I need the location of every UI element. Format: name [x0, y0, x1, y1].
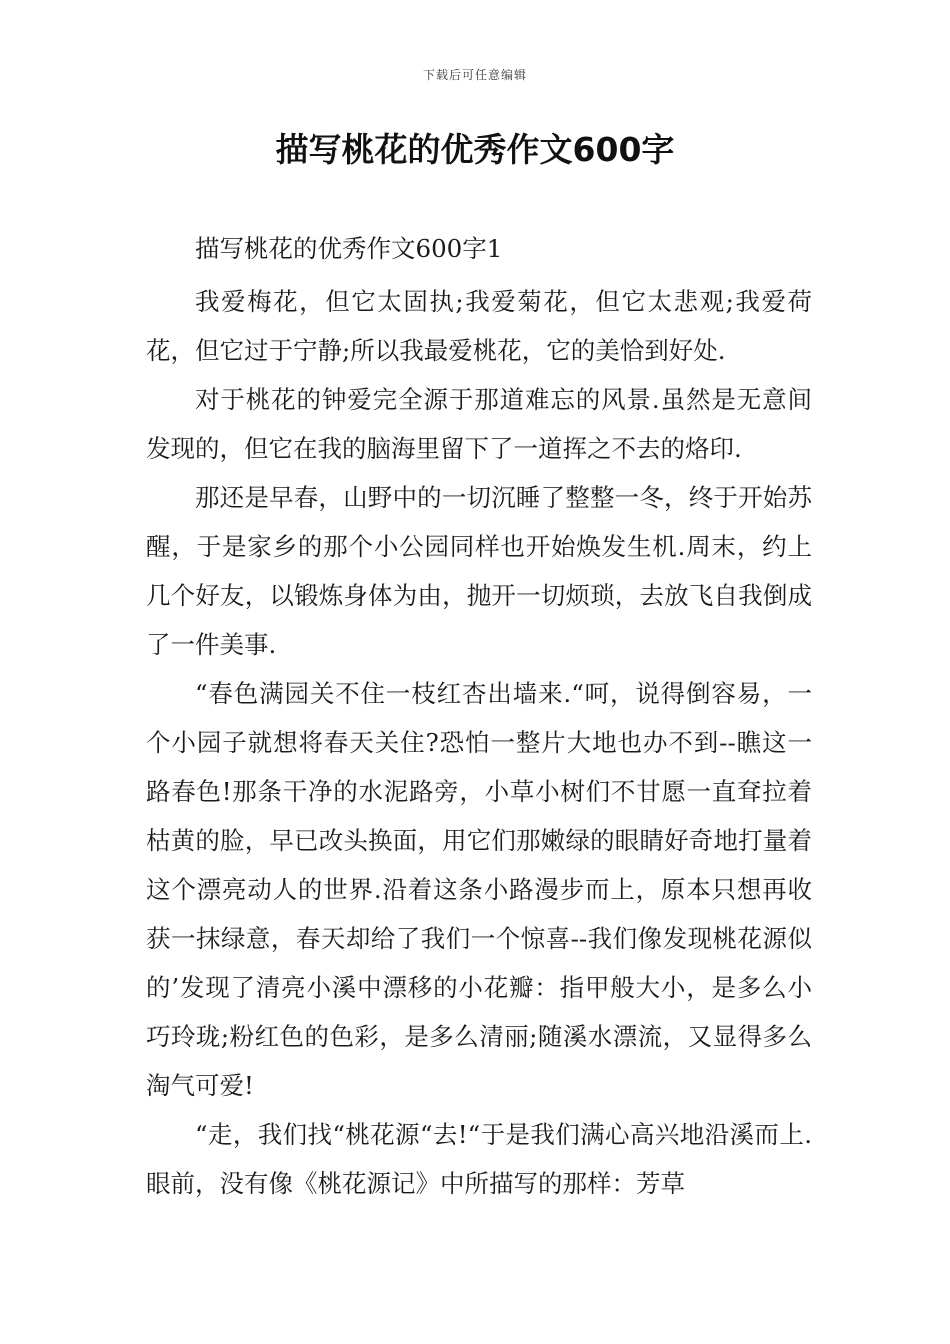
paragraph-2: 对于桃花的钟爱完全源于那道难忘的风景.虽然是无意间发现的，但它在我的脑海里留下了一道挥之不去的烙印. — [146, 385, 812, 463]
page-title: 描写桃花的优秀作文600字 — [275, 130, 675, 169]
header-note: 下载后可任意编辑 — [422, 68, 527, 82]
paragraph-3: 那还是早春，山野中的一切沉睡了整整一冬，终于开始苏醒，于是家乡的那个小公园同样也开始焕发生机.周末，约上几个好友，以锻炼身体为由，抛开一切烦琐，去放飞自我倒成了一件美事. — [146, 483, 812, 659]
section-heading: 描写桃花的优秀作文600字1 — [195, 234, 503, 263]
paragraph-4: “春色满园关不住一枝红杏出墙来.“呵，说得倒容易，一个小园子就想将春天关住?恐怕一整片大地也办不到--瞧这一路春色!那条干净的水泥路旁，小草小树们不甘愿一直耷拉着枯黄的脸，早已改头换面，用它们那嫩绿的眼睛好奇地打量着这个漂亮动人的世界.沿着这条小路漫步而上，原本只想再收获一抹绿意，春天却给了我们一个惊喜--我们像发现桃花源似的’发现了清亮小溪中漂移的小花瓣：指甲般大小，是多么小巧玲珑;粉红色的色彩，是多么清丽;随溪水漂流，又显得多么淘气可爱! — [146, 679, 812, 1100]
document-body — [146, 224, 812, 1208]
paragraph-1: 我爱梅花，但它太固执;我爱菊花，但它太悲观;我爱荷花，但它过于宁静;所以我最爱桃花，它的美恰到好处. — [146, 287, 812, 365]
paragraph-5: “走，我们找“桃花源“去!“于是我们满心高兴地沿溪而上.眼前，没有像《桃花源记》中所描写的那样：芳草 — [146, 1120, 812, 1198]
